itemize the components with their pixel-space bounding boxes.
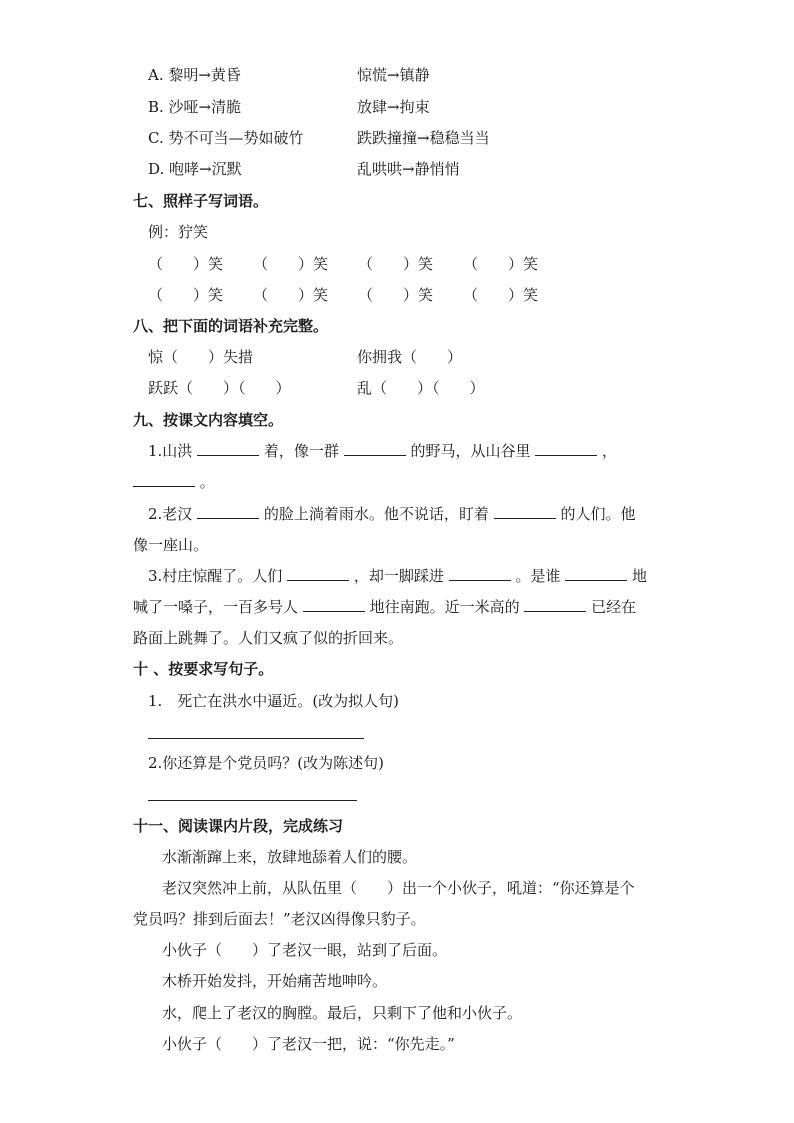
- answer-blank[interactable]: [133, 472, 195, 487]
- option-a-left: A. 黎明→黄昏: [148, 66, 241, 84]
- question-9-1-cont: [133, 472, 215, 492]
- text-segment: 的野马，从山谷里: [410, 442, 531, 460]
- option-d-right: 乱哄哄→静悄悄: [357, 160, 460, 178]
- passage-paragraph: 老汉突然冲上前，从队伍里（ ）出一个小伙子，吼道：“你还算是个: [162, 879, 635, 897]
- answer-blank[interactable]: [535, 441, 597, 456]
- idiom-item: 跃跃（ ）（ ）: [148, 379, 291, 397]
- passage-paragraph: 水，爬上了老汉的胸膛。最后，只剩下了他和小伙子。: [162, 1004, 523, 1022]
- text-segment: 已经在: [591, 598, 637, 616]
- answer-blank[interactable]: [524, 597, 586, 612]
- answer-blank[interactable]: [494, 504, 556, 519]
- text-segment: ，却一脚踩进: [353, 567, 444, 585]
- passage-paragraph: 木桥开始发抖，开始痛苦地呻吟。: [162, 972, 388, 990]
- fill-blank: （ ）笑: [253, 286, 329, 304]
- fill-blank: （ ）笑: [148, 255, 224, 273]
- text-segment: 2.老汉: [148, 505, 193, 523]
- answer-line[interactable]: [148, 738, 364, 739]
- answer-blank[interactable]: [303, 597, 365, 612]
- text-segment: 地往南跑。近一米高的: [369, 598, 520, 616]
- idiom-item: 乱（ ）（ ）: [357, 379, 485, 397]
- text-segment: 喊了一嗓子，一百多号人: [133, 598, 299, 616]
- answer-blank[interactable]: [287, 566, 349, 581]
- fill-blank: （ ）笑: [253, 255, 329, 273]
- text-segment: 着，像一群: [263, 442, 339, 460]
- answer-line[interactable]: [148, 800, 357, 801]
- passage-paragraph: 水渐渐蹿上来，放肆地舔着人们的腰。: [162, 848, 418, 866]
- text-segment: 3.村庄惊醒了。人们: [148, 567, 283, 585]
- section-9-title: 九、按课文内容填空。: [133, 411, 284, 429]
- text-segment: 的脸上淌着雨水。他不说话，盯着: [263, 505, 489, 523]
- question-10-1: 1. 死亡在洪水中逼近。(改为拟人句): [148, 692, 400, 710]
- text-segment: 的人们。他: [560, 505, 636, 523]
- section-10-title: 十 、按要求写句子。: [133, 660, 274, 678]
- text-segment: 地: [632, 567, 648, 585]
- section-7-example: 例：狞笑: [148, 223, 209, 241]
- option-d-left: D. 咆哮→沉默: [148, 160, 242, 178]
- question-9-3-end: 路面上跳舞了。人们又疯了似的折回来。: [133, 629, 404, 647]
- answer-blank[interactable]: [449, 566, 511, 581]
- question-9-2: [148, 504, 635, 524]
- fill-blank: （ ）笑: [358, 286, 434, 304]
- question-9-3: [148, 566, 647, 586]
- option-c-left: C. 势不可当—势如破竹: [148, 129, 304, 147]
- fill-blank: （ ）笑: [358, 255, 434, 273]
- option-c-right: 跌跌撞撞→稳稳当当: [357, 129, 490, 147]
- answer-blank[interactable]: [565, 566, 627, 581]
- answer-blank[interactable]: [197, 504, 259, 519]
- question-9-3-cont: [133, 597, 636, 617]
- fill-blank: （ ）笑: [148, 286, 224, 304]
- question-10-2: 2.你还算是个党员吗？(改为陈述句): [148, 754, 385, 772]
- section-7-title: 七、照样子写词语。: [133, 192, 269, 210]
- option-a-right: 惊慌→镇静: [357, 66, 430, 84]
- option-b-right: 放肆→拘束: [357, 98, 430, 116]
- question-9-2-cont: 像一座山。: [133, 536, 209, 554]
- question-9-1: [148, 441, 617, 461]
- text-segment: 1.山洪: [148, 442, 193, 460]
- section-8-title: 八、把下面的词语补充完整。: [133, 317, 329, 335]
- fill-blank: （ ）笑: [463, 286, 539, 304]
- text-segment: 。是谁: [515, 567, 561, 585]
- passage-paragraph: 小伙子（ ）了老汉一眼，站到了后面。: [162, 941, 448, 959]
- idiom-item: 惊（ ）失措: [148, 348, 254, 366]
- fill-blank: （ ）笑: [463, 255, 539, 273]
- answer-blank[interactable]: [197, 441, 259, 456]
- text-segment: 。: [199, 473, 215, 491]
- passage-paragraph: 小伙子（ ）了老汉一把，说：“你先走。”: [162, 1035, 455, 1053]
- section-11-title: 十一、阅读课内片段，完成练习: [133, 817, 344, 835]
- text-segment: ，: [602, 442, 618, 460]
- idiom-item: 你拥我（ ）: [357, 348, 463, 366]
- option-b-left: B. 沙哑→清脆: [148, 98, 242, 116]
- answer-blank[interactable]: [344, 441, 406, 456]
- passage-paragraph-cont: 党员吗？排到后面去！”老汉凶得像只豹子。: [133, 910, 426, 928]
